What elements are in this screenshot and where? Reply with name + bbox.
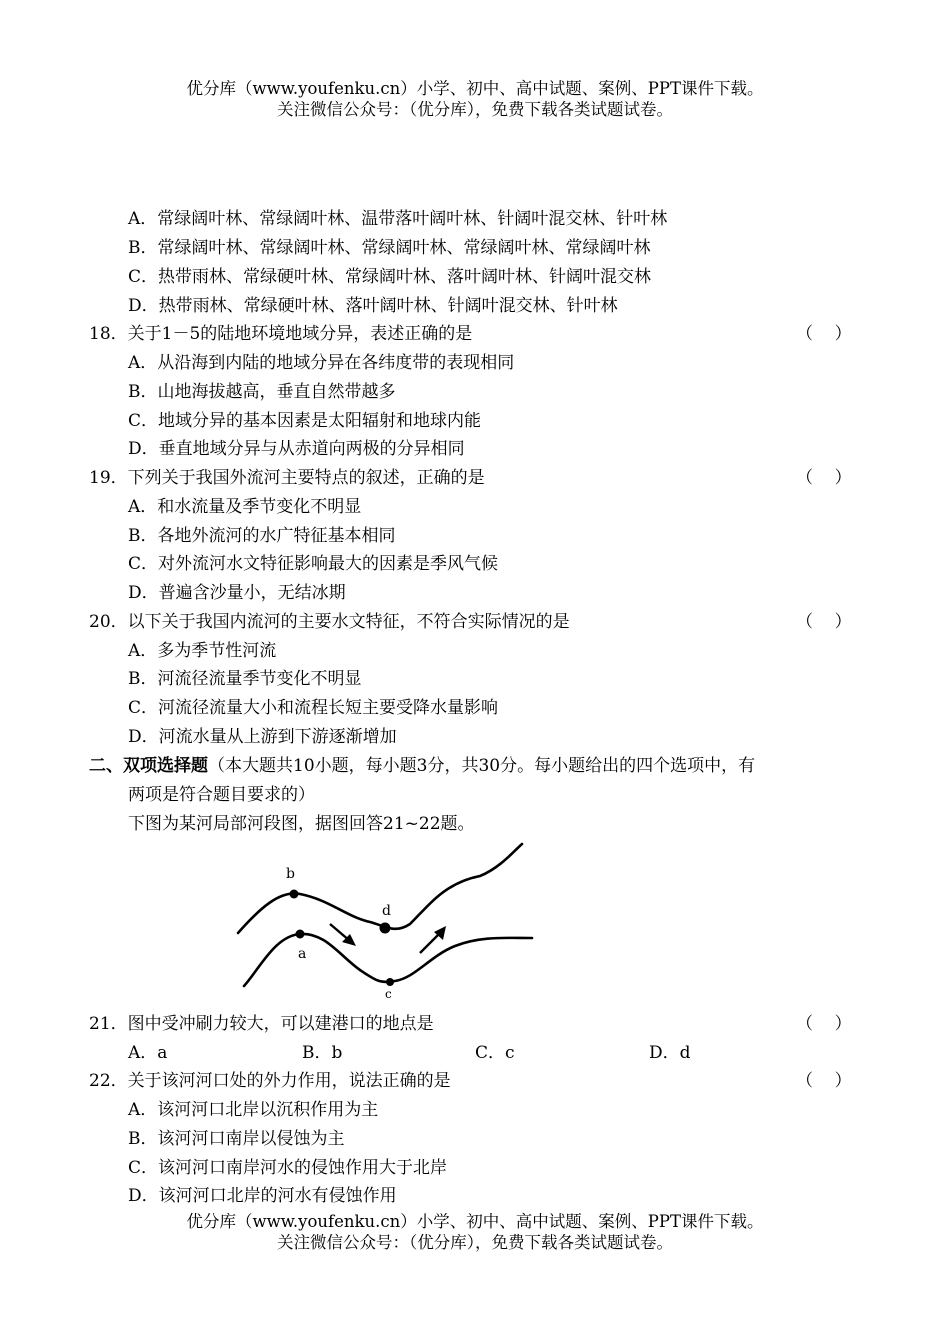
q17-option-d: D．热带雨林、常绿硬叶林、落叶阔叶林、针阔叶混交林、针叶林 [128,296,618,316]
q17-option-a: A．常绿阔叶林、常绿阔叶林、温带落叶阔叶林、针阔叶混交林、针叶林 [128,209,668,229]
q22-option-a: A．该河河口北岸以沉积作用为主 [128,1100,379,1120]
q17-option-b: B．常绿阔叶林、常绿阔叶林、常绿阔叶林、常绿阔叶林、常绿阔叶林 [128,238,651,258]
q19-option-d: D．普遍含沙量小，无结冰期 [128,583,346,603]
q19-option-b: B．各地外流河的水广特征基本相同 [128,526,396,546]
q20-answer-paren: （ ） [796,612,852,632]
q20-stem: 20．以下关于我国内流河的主要水文特征，不符合实际情况的是 [89,612,570,632]
footer-line-1: 优分库（www.youfenku.cn）小学、初中、高中试题、案例、PPT课件下载。 [186,1212,764,1231]
q21-stem: 21．图中受冲刷力较大，可以建港口的地点是 [89,1014,434,1034]
river-section-figure [230,838,540,998]
q18-option-b: B．山地海拔越高，垂直自然带越多 [128,382,396,402]
q21-option-a: A．a [128,1043,168,1063]
q21-answer-paren: （ ） [796,1014,852,1034]
q22-option-c: C．该河河口南岸河水的侵蚀作用大于北岸 [128,1158,448,1178]
label-b: b [286,866,295,882]
label-d: d [382,903,391,919]
section-2-title: 二、双项选择题 [89,756,208,776]
q17-option-c: C．热带雨林、常绿硬叶林、常绿阔叶林、落叶阔叶林、针阔叶混交林 [128,267,652,287]
q21-option-b: B．b [302,1043,343,1063]
flow-arrow-left-icon [330,924,356,946]
q21-option-d: D．d [649,1043,691,1063]
q18-option-d: D．垂直地域分异与从赤道向两极的分异相同 [128,439,465,459]
river-lower-bank [244,934,532,986]
point-c-marker [386,978,394,986]
q22-option-b: B．该河河口南岸以侵蚀为主 [128,1129,345,1149]
q21-option-c: C．c [475,1043,515,1063]
header-line-2: 关注微信公众号：（优分库），免费下载各类试题试卷。 [277,100,673,119]
q22-answer-paren: （ ） [796,1071,852,1091]
footer-line-2: 关注微信公众号：（优分库），免费下载各类试题试卷。 [277,1233,673,1252]
q19-stem: 19．下列关于我国外流河主要特点的叙述，正确的是 [89,468,485,488]
point-d-marker [380,923,391,934]
river-upper-bank [238,844,522,933]
point-b-marker [290,890,299,899]
q20-option-b: B．河流径流量季节变化不明显 [128,669,362,689]
q19-option-c: C．对外流河水文特征影响最大的因素是季风气候 [128,554,499,574]
q19-answer-paren: （ ） [796,468,852,488]
q18-stem: 18．关于1－5的陆地环境地域分异，表述正确的是 [89,324,473,344]
q18-option-a: A．从沿海到内陆的地域分异在各纬度带的表现相同 [128,353,515,373]
q19-option-a: A．和水流量及季节变化不明显 [128,497,362,517]
label-a: a [298,946,307,962]
label-c: c [385,987,392,998]
section-2-heading [89,754,755,778]
q20-option-a: A．多为季节性河流 [128,641,277,661]
q18-option-c: C．地域分异的基本因素是太阳辐射和地球内能 [128,411,482,431]
header-line-1: 优分库（www.youfenku.cn）小学、初中、高中试题、案例、PPT课件下载。 [186,79,764,98]
point-a-marker [296,930,305,939]
figure-intro: 下图为某河局部河段图，据图回答21~22题。 [128,814,475,834]
section-2-desc: （本大题共10小题，每小题3分，共30分。每小题给出的四个选项中，有 [208,756,756,776]
q20-option-c: C．河流径流量大小和流程长短主要受降水量影响 [128,698,499,718]
q22-stem: 22．关于该河河口处的外力作用，说法正确的是 [89,1071,451,1091]
q22-option-d: D．该河河口北岸的河水有侵蚀作用 [128,1186,397,1206]
flow-arrow-right-icon [420,926,446,953]
q20-option-d: D．河流水量从上游到下游逐渐增加 [128,727,397,747]
section-2-desc-line-2: 两项是符合题目要求的） [128,785,315,805]
q18-answer-paren: （ ） [796,324,852,344]
